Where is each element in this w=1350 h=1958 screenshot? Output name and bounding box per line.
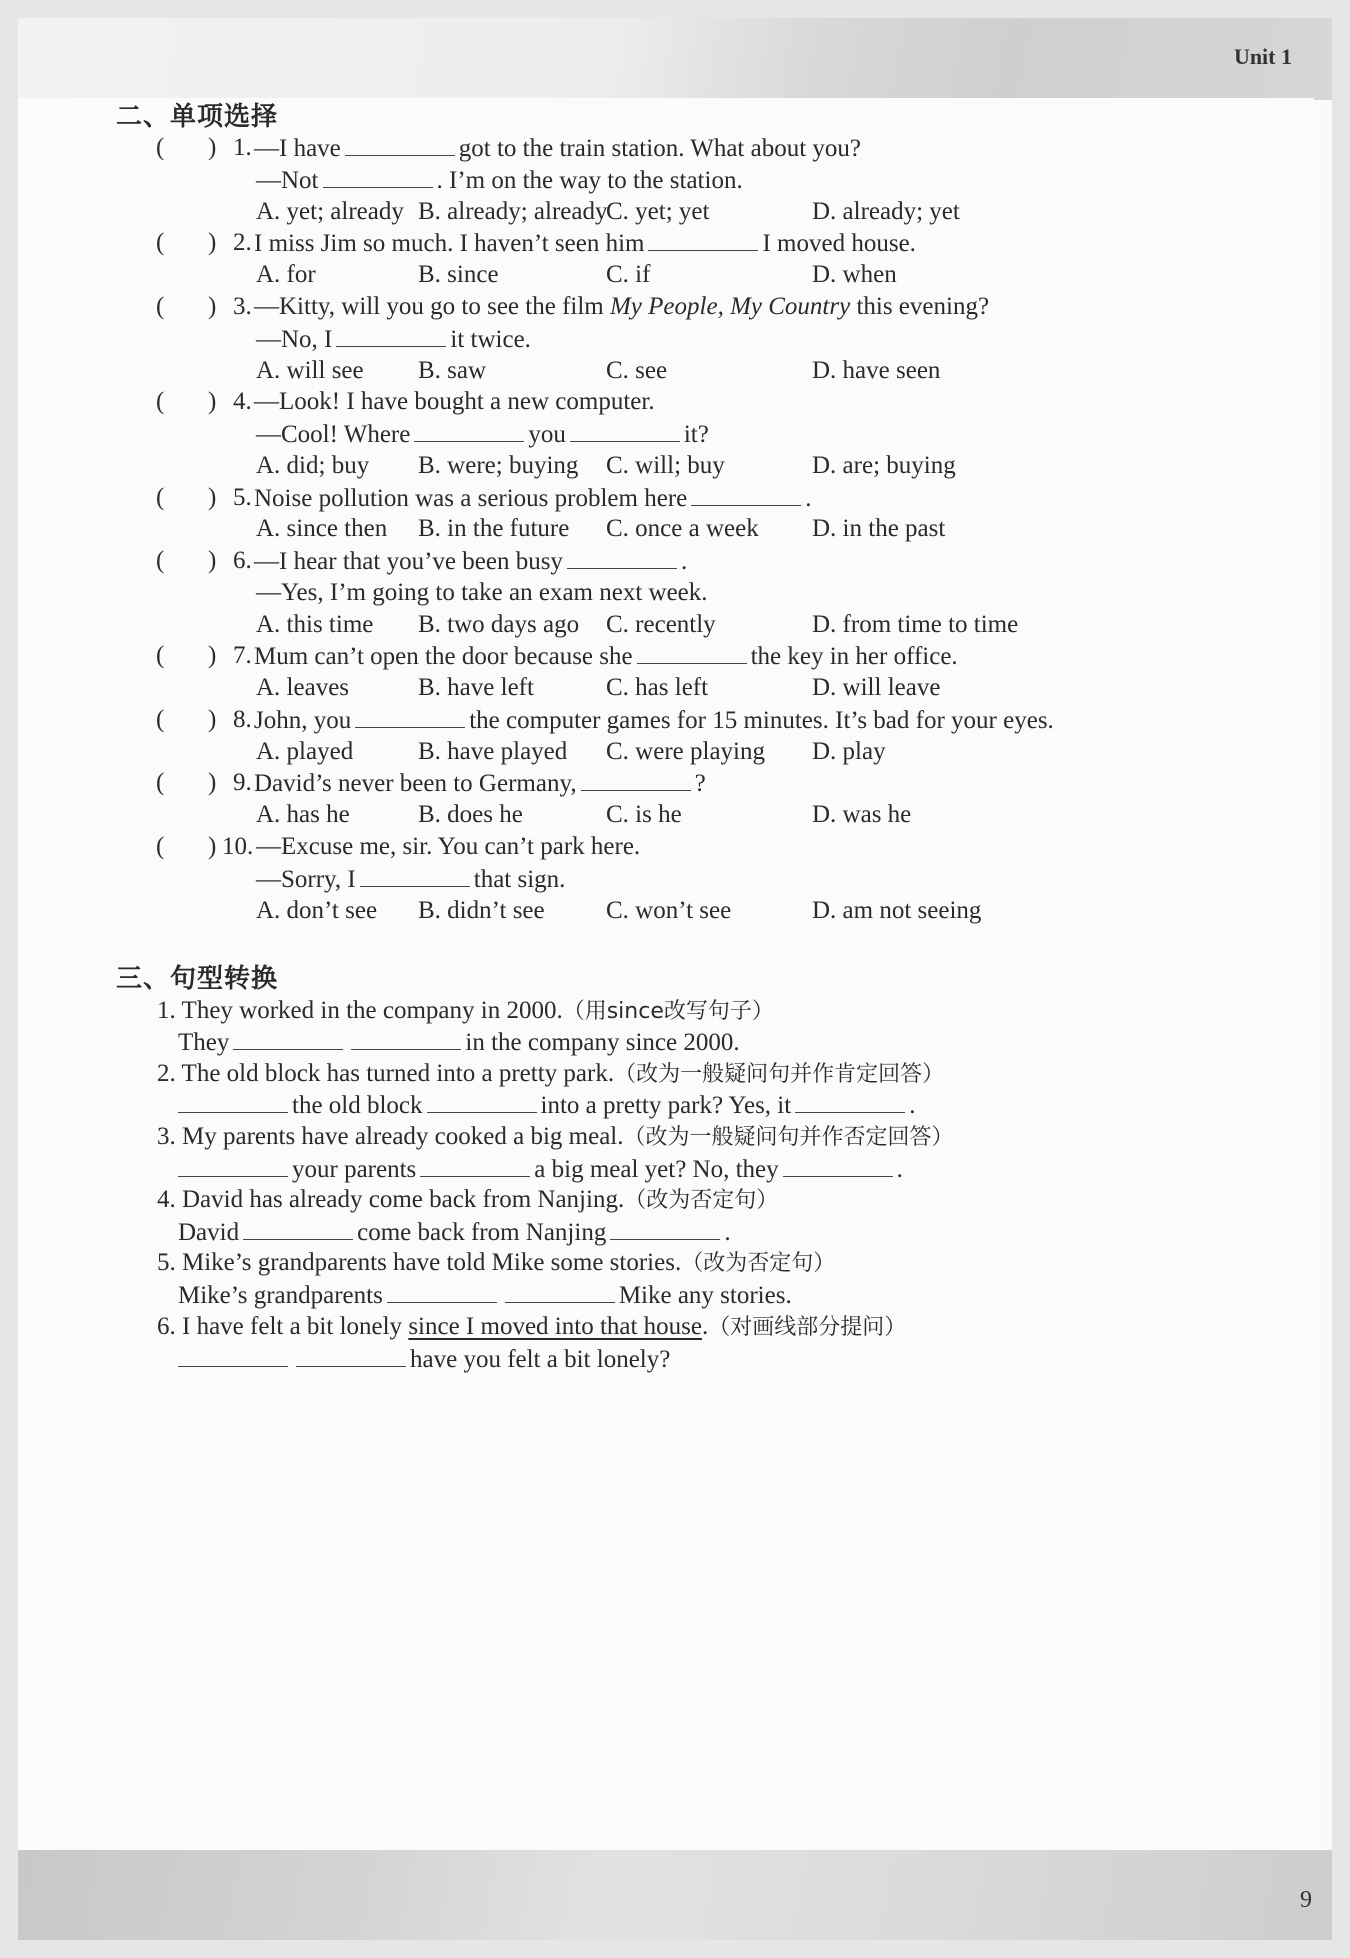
question-line	[254, 768, 706, 799]
question-line	[254, 546, 687, 577]
text-segment: you	[528, 421, 566, 448]
text-segment: a big meal yet? No, they	[534, 1156, 779, 1183]
footer-band	[18, 1850, 1332, 1940]
question-number: 7.	[233, 642, 252, 669]
text-segment: that sign.	[473, 866, 566, 893]
text-segment: 3. My parents have already cooked a big meal.	[157, 1123, 624, 1150]
answer-option[interactable]: D. from time to time	[812, 611, 1019, 638]
answer-bracket[interactable]: (	[156, 229, 165, 256]
answer-option[interactable]: D. already; yet	[812, 198, 960, 225]
text-segment: —No, I	[256, 326, 333, 353]
answer-blank[interactable]	[387, 1280, 497, 1303]
transformation-question	[157, 1312, 906, 1343]
text-segment: 5. Mike’s grandparents have told Mike some stories.	[157, 1249, 682, 1276]
text-segment: —I have	[254, 135, 341, 162]
answer-bracket[interactable]: (	[156, 134, 165, 161]
text-segment: the old block	[292, 1092, 423, 1119]
text-segment: —Kitty, will you go to see the film	[254, 293, 610, 320]
text-segment: the computer games for 15 minutes. It’s bad for your eyes.	[469, 707, 1054, 734]
question-number: 6.	[233, 547, 252, 574]
question-number: 3.	[233, 293, 252, 320]
answer-line	[178, 1344, 670, 1375]
text-segment: .	[909, 1092, 916, 1119]
instruction-hint: （改为否定句）	[681, 1251, 836, 1276]
text-segment: .	[724, 1219, 731, 1246]
answer-option[interactable]: A. played	[256, 738, 354, 765]
text-segment: come back from Nanjing	[357, 1219, 607, 1246]
text-segment: 4. David has already come back from Nanjing.	[157, 1186, 625, 1213]
answer-line	[178, 1280, 792, 1311]
answer-option[interactable]: D. are; buying	[812, 452, 956, 479]
answer-bracket-close: )	[208, 484, 217, 511]
text-segment: it?	[683, 421, 709, 448]
answer-option[interactable]: C. see	[606, 357, 668, 384]
text-segment: .	[680, 548, 688, 575]
answer-option[interactable]: D. am not seeing	[812, 897, 982, 924]
answer-option[interactable]: A. leaves	[256, 674, 350, 701]
answer-bracket[interactable]: (	[156, 484, 165, 511]
answer-bracket[interactable]: (	[156, 769, 165, 796]
instruction-hint: （用since改写句子）	[562, 999, 774, 1024]
text-segment: Mike’s grandparents	[178, 1282, 383, 1309]
answer-blank[interactable]	[420, 1154, 530, 1177]
text-segment: .	[805, 485, 812, 512]
answer-option[interactable]: D. have seen	[812, 357, 941, 384]
answer-option[interactable]: A. has he	[256, 801, 350, 828]
question-line	[256, 578, 708, 608]
answer-option[interactable]: C. is he	[606, 801, 682, 828]
text-segment: —Yes, I’m going to take an exam next week.	[256, 579, 708, 606]
question-number: 9.	[233, 769, 252, 796]
answer-option[interactable]: A. will see	[256, 357, 364, 384]
question-number: 10.	[222, 833, 254, 860]
transformation-question	[157, 1248, 835, 1279]
answer-option[interactable]: B. have played	[418, 738, 568, 765]
answer-line	[178, 1027, 740, 1058]
answer-option[interactable]: B. were; buying	[418, 452, 579, 479]
answer-blank[interactable]	[581, 768, 691, 791]
text-segment: .	[702, 1313, 709, 1340]
answer-option[interactable]: D. in the past	[812, 515, 946, 542]
text-segment: Noise pollution was a serious problem here	[254, 485, 688, 512]
answer-bracket[interactable]: (	[156, 547, 165, 574]
answer-option[interactable]: A. did; buy	[256, 452, 370, 479]
answer-option[interactable]: C. once a week	[606, 515, 759, 542]
question-line	[256, 419, 709, 450]
answer-blank[interactable]	[178, 1154, 288, 1177]
answer-blank[interactable]	[427, 1090, 537, 1113]
answer-blank[interactable]	[783, 1154, 893, 1177]
answer-bracket-close: )	[208, 706, 217, 733]
text-segment: John, you	[254, 707, 352, 734]
answer-bracket[interactable]: (	[156, 642, 165, 669]
answer-option[interactable]: C. were playing	[606, 738, 765, 765]
answer-option[interactable]: B. since	[418, 261, 499, 288]
answer-bracket-close: )	[208, 769, 217, 796]
answer-line	[178, 1154, 903, 1185]
answer-option[interactable]: B. have left	[418, 674, 534, 701]
transformation-question	[157, 996, 774, 1027]
text-segment: David’s never been to Germany,	[254, 770, 577, 797]
answer-option[interactable]: C. has left	[606, 674, 709, 701]
answer-option[interactable]: A. this time	[256, 611, 374, 638]
answer-option[interactable]: C. recently	[606, 611, 716, 638]
answer-blank[interactable]	[323, 165, 433, 188]
text-segment: I miss Jim so much. I haven’t seen him	[254, 230, 645, 257]
question-line	[256, 324, 531, 355]
answer-option[interactable]: D. play	[812, 738, 886, 765]
text-segment: Mum can’t open the door because she	[254, 643, 633, 670]
answer-bracket[interactable]: (	[156, 293, 165, 320]
answer-option[interactable]: C. if	[606, 261, 651, 288]
answer-option[interactable]: B. in the future	[418, 515, 570, 542]
text-segment: ?	[694, 770, 706, 797]
unit-label: Unit 1	[1233, 44, 1292, 69]
instruction-hint: （对画线部分提问）	[708, 1315, 907, 1340]
answer-bracket-close: )	[208, 547, 217, 574]
question-number: 2.	[233, 229, 252, 256]
answer-option[interactable]: B. two days ago	[418, 611, 580, 638]
question-number: 5.	[233, 484, 252, 511]
underlined-phrase: since I moved into that house	[408, 1313, 703, 1340]
text-segment: 1. They worked in the company in 2000.	[157, 997, 563, 1024]
film-title: My People, My Country	[609, 293, 851, 320]
answer-blank[interactable]	[648, 228, 758, 251]
answer-option[interactable]: D. when	[812, 261, 897, 288]
text-segment: . I’m on the way to the station.	[436, 167, 743, 194]
text-segment: this evening?	[850, 293, 990, 320]
answer-blank[interactable]	[691, 483, 801, 506]
answer-blank[interactable]	[414, 419, 524, 442]
question-line	[254, 133, 861, 164]
answer-option[interactable]: A. don’t see	[256, 897, 378, 924]
question-line	[254, 292, 989, 322]
answer-option[interactable]: A. since then	[256, 515, 388, 542]
text-segment: your parents	[292, 1156, 417, 1183]
answer-bracket-close: )	[208, 293, 217, 320]
answer-option[interactable]: D. was he	[812, 801, 912, 828]
answer-blank[interactable]	[345, 133, 455, 156]
text-segment: —Sorry, I	[256, 866, 356, 893]
question-line	[256, 864, 565, 895]
question-line	[256, 832, 640, 862]
text-segment: 2. The old block has turned into a pretty park.	[157, 1060, 615, 1087]
text-segment: —Excuse me, sir. You can’t park here.	[256, 833, 641, 860]
question-line	[256, 165, 743, 196]
answer-option[interactable]: C. will; buy	[606, 452, 725, 479]
answer-blank[interactable]	[360, 864, 470, 887]
header-band	[18, 18, 1332, 100]
question-line	[254, 483, 812, 514]
text-segment: —I hear that you’ve been busy	[254, 548, 563, 575]
answer-bracket[interactable]: (	[156, 388, 165, 415]
answer-bracket-close: )	[208, 642, 217, 669]
answer-blank[interactable]	[233, 1027, 343, 1050]
text-segment: Mike any stories.	[618, 1282, 792, 1309]
answer-blank[interactable]	[637, 641, 747, 664]
answer-bracket-close: )	[208, 833, 217, 860]
section-title-sentence-transformation: 三、句型转换	[116, 964, 279, 994]
answer-blank[interactable]	[610, 1217, 720, 1240]
transformation-question	[157, 1059, 944, 1090]
answer-blank[interactable]	[178, 1090, 288, 1113]
section-title-multiple-choice: 二、单项选择	[116, 102, 279, 132]
answer-blank[interactable]	[795, 1090, 905, 1113]
answer-line	[178, 1217, 731, 1248]
answer-blank[interactable]	[505, 1280, 615, 1303]
instruction-hint: （改为否定句）	[624, 1188, 779, 1213]
question-number: 1.	[233, 134, 252, 161]
transformation-question	[157, 1185, 778, 1216]
question-line	[254, 705, 1054, 736]
answer-option[interactable]: A. for	[256, 261, 316, 288]
answer-blank[interactable]	[351, 1027, 461, 1050]
text-segment: 6. I have felt a bit lonely	[157, 1313, 409, 1340]
answer-bracket[interactable]: (	[156, 706, 165, 733]
text-segment: .	[896, 1156, 903, 1183]
question-number: 4.	[233, 388, 252, 415]
answer-line	[178, 1090, 915, 1121]
text-segment: the key in her office.	[750, 643, 958, 670]
instruction-hint: （改为一般疑问句并作肯定回答）	[614, 1062, 945, 1087]
answer-option[interactable]: B. didn’t see	[418, 897, 545, 924]
text-segment: They	[178, 1029, 230, 1056]
text-segment: —Not	[256, 167, 319, 194]
answer-option[interactable]: B. does he	[418, 801, 523, 828]
answer-option[interactable]: B. saw	[418, 357, 487, 384]
answer-blank[interactable]	[178, 1344, 288, 1367]
answer-bracket[interactable]: (	[156, 833, 165, 860]
text-segment: it twice.	[450, 326, 531, 353]
answer-bracket-close: )	[208, 229, 217, 256]
answer-blank[interactable]	[355, 705, 465, 728]
text-segment: —Look! I have bought a new computer.	[254, 388, 655, 415]
text-segment: have you felt a bit lonely?	[410, 1346, 671, 1373]
text-segment: David	[178, 1219, 240, 1246]
text-segment: in the company since 2000.	[465, 1029, 740, 1056]
text-segment: —Cool! Where	[256, 421, 411, 448]
question-line	[254, 387, 655, 417]
question-number: 8.	[233, 706, 252, 733]
answer-blank[interactable]	[243, 1217, 353, 1240]
answer-option[interactable]: D. will leave	[812, 674, 941, 701]
question-line	[254, 641, 958, 672]
answer-blank[interactable]	[336, 324, 446, 347]
page-number: 9	[1300, 1887, 1312, 1913]
answer-option[interactable]: B. already; already	[418, 198, 608, 225]
text-segment: got to the train station. What about you?	[458, 135, 862, 162]
instruction-hint: （改为一般疑问句并作否定回答）	[623, 1125, 954, 1150]
transformation-question	[157, 1122, 954, 1153]
answer-blank[interactable]	[567, 546, 677, 569]
answer-option[interactable]: C. yet; yet	[606, 198, 710, 225]
text-segment: into a pretty park? Yes, it	[540, 1092, 792, 1119]
question-line	[254, 228, 916, 259]
text-segment: I moved house.	[762, 230, 916, 257]
answer-blank[interactable]	[296, 1344, 406, 1367]
answer-option[interactable]: C. won’t see	[606, 897, 732, 924]
answer-option[interactable]: A. yet; already	[256, 198, 404, 225]
answer-blank[interactable]	[570, 419, 680, 442]
answer-bracket-close: )	[208, 134, 217, 161]
answer-bracket-close: )	[208, 388, 217, 415]
